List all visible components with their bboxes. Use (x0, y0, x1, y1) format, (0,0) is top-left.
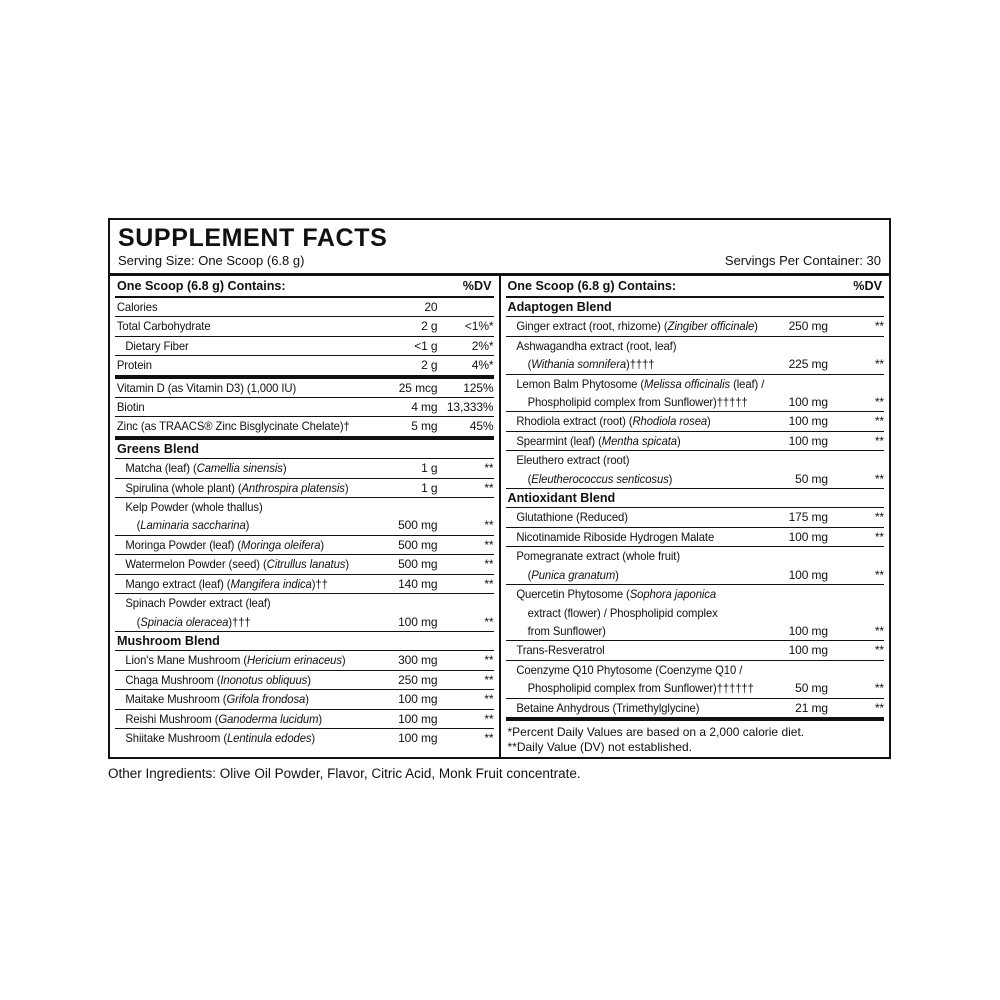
amount-cell: 1 g (421, 480, 438, 495)
ingredient-label: Lion's Mane Mushroom (Hericium erinaceus) (125, 653, 346, 668)
ingredient-label: Rhodiola extract (root) (Rhodiola rosea) (515, 414, 711, 429)
dv-cell: ** (874, 643, 884, 658)
amount-cell: 175 mg (788, 510, 828, 525)
ingredient-label: Phospholipid complex from Sunflower)††††† (527, 395, 748, 410)
ingredient-label: Matcha (leaf) (Camellia sinensis) (125, 461, 287, 476)
ingredient-row (115, 459, 494, 478)
ingredient-label: Ashwagandha extract (root, leaf) (515, 338, 676, 353)
amount-cell: 2 g (421, 319, 438, 334)
ingredient-label: (Spinacia oleracea)††† (136, 614, 251, 629)
ingredient-label: Coenzyme Q10 Phytosome (Coenzyme Q10 / (515, 662, 742, 677)
ingredient-row (115, 317, 494, 336)
ingredient-label: Pomegranate extract (whole fruit) (515, 549, 680, 564)
amount-cell: 100 mg (398, 730, 438, 745)
dv-cell: ** (484, 557, 494, 572)
dv-cell: ** (484, 576, 494, 591)
amount-cell: 100 mg (788, 395, 828, 410)
ingredient-row (506, 432, 885, 451)
amount-cell: 5 mg (411, 419, 438, 434)
dv-cell: ** (874, 681, 884, 696)
amount-cell: <1 g (414, 338, 438, 353)
ingredient-row (506, 528, 885, 547)
amount-cell: 21 mg (795, 700, 828, 715)
dv-cell: ** (484, 614, 494, 629)
ingredient-label: Kelp Powder (whole thallus) (125, 500, 263, 515)
ingredient-label: Spearmint (leaf) (Mentha spicata) (515, 433, 681, 448)
ingredient-label: (Punica granatum) (527, 567, 619, 582)
amount-cell: 100 mg (788, 414, 828, 429)
ingredient-row (115, 356, 494, 378)
amount-cell: 140 mg (398, 576, 438, 591)
dv-cell: ** (874, 357, 884, 372)
ingredient-label: Protein (116, 358, 152, 373)
ingredient-label: Biotin (116, 400, 145, 415)
amount-cell: 300 mg (398, 653, 438, 668)
ingredient-row (115, 671, 494, 690)
serving-size-text: Serving Size: One Scoop (6.8 g) (118, 253, 305, 268)
ingredient-label: Trans-Resveratrol (515, 643, 605, 658)
ingredient-label: Nicotinamide Riboside Hydrogen Malate (515, 529, 714, 544)
dv-cell: ** (484, 692, 494, 707)
ingredient-label: Reishi Mushroom (Ganoderma lucidum) (125, 711, 323, 726)
amount-cell: 100 mg (398, 692, 438, 707)
amount-cell: 100 mg (398, 614, 438, 629)
dv-cell: ** (874, 471, 884, 486)
ingredient-label: Chaga Mushroom (Inonotus obliquus) (125, 672, 311, 687)
amount-cell: 500 mg (398, 557, 438, 572)
ingredient-label: from Sunflower) (527, 623, 606, 638)
ingredient-label: Shiitake Mushroom (Lentinula edodes) (125, 730, 316, 745)
amount-cell: 100 mg (788, 643, 828, 658)
panel-header (110, 220, 889, 252)
amount-cell: 100 mg (788, 529, 828, 544)
ingredient-row (506, 585, 885, 641)
dv-cell: ** (874, 700, 884, 715)
amount-cell: 500 mg (398, 537, 438, 552)
ingredient-row (506, 337, 885, 375)
ingredient-label: (Eleutherococcus senticosus) (527, 471, 672, 486)
other-ingredients-text: Other Ingredients: Olive Oil Powder, Flavor, Citric Acid, Monk Fruit concentrate. (108, 766, 581, 781)
facts-columns (110, 276, 889, 757)
amount-cell: 4 mg (411, 400, 438, 415)
serving-row (110, 252, 889, 276)
ingredient-row (115, 651, 494, 670)
ingredient-row (115, 710, 494, 729)
dv-label: %DV (853, 279, 882, 293)
contains-label: One Scoop (6.8 g) Contains: (507, 279, 677, 293)
ingredient-label: Quercetin Phytosome (Sophora japonica (515, 587, 716, 602)
ingredient-label: extract (flower) / Phospholipid complex (527, 605, 718, 620)
ingredient-row (506, 375, 885, 413)
ingredient-label: Moringa Powder (leaf) (Moringa oleifera) (125, 537, 325, 552)
dv-cell: ** (484, 537, 494, 552)
amount-cell: 100 mg (788, 623, 828, 638)
facts-column-left (110, 276, 499, 757)
dv-cell: 4%* (471, 358, 494, 373)
section-header: Adaptogen Blend (506, 298, 885, 317)
amount-cell: 50 mg (795, 471, 828, 486)
ingredient-label: (Withania somnifera)†††† (527, 357, 654, 372)
ingredient-label: Phospholipid complex from Sunflower)†††††† (527, 681, 754, 696)
footnote-percent-dv: *Percent Daily Values are based on a 2,000 calorie diet. (507, 724, 805, 739)
amount-cell: 100 mg (788, 433, 828, 448)
ingredient-label: Dietary Fiber (125, 338, 189, 353)
section-header: Mushroom Blend (115, 632, 494, 651)
facts-column-right (499, 276, 890, 757)
ingredient-row (506, 451, 885, 489)
servings-per-container-text: Servings Per Container: 30 (724, 253, 881, 268)
dv-cell: ** (484, 653, 494, 668)
ingredient-label: Maitake Mushroom (Grifola frondosa) (125, 692, 309, 707)
ingredient-label: Lemon Balm Phytosome (Melissa officinalis (leaf) / (515, 376, 764, 391)
ingredient-label: Calories (116, 300, 158, 314)
ingredient-row (115, 337, 494, 356)
column-header-left (115, 276, 494, 298)
amount-cell: 250 mg (788, 319, 828, 334)
amount-cell: 100 mg (398, 711, 438, 726)
ingredient-row (506, 699, 885, 721)
amount-cell: 2 g (421, 358, 438, 373)
ingredient-row (506, 508, 885, 527)
amount-cell: 20 (424, 300, 438, 314)
section-header: Antioxidant Blend (506, 489, 885, 508)
ingredient-row (506, 661, 885, 699)
ingredient-row (115, 594, 494, 632)
ingredient-row (115, 729, 494, 747)
ingredient-label: Watermelon Powder (seed) (Citrullus lanatus) (125, 557, 349, 572)
ingredient-row (506, 547, 885, 585)
dv-cell: ** (874, 319, 884, 334)
dv-cell: ** (874, 623, 884, 638)
ingredient-row (506, 641, 885, 660)
dv-cell: 2%* (471, 338, 494, 353)
ingredient-row (115, 379, 494, 398)
footnote-dv-not-established: **Daily Value (DV) not established. (507, 740, 693, 755)
dv-cell: <1%* (464, 319, 494, 334)
dv-cell: ** (874, 567, 884, 582)
left-rows (115, 298, 494, 747)
dv-cell: ** (484, 461, 494, 476)
dv-cell: ** (874, 395, 884, 410)
dv-cell: ** (874, 510, 884, 525)
ingredient-row (115, 555, 494, 574)
ingredient-row (506, 317, 885, 336)
dv-cell: ** (484, 518, 494, 533)
ingredient-row (506, 412, 885, 431)
ingredient-row (115, 298, 494, 317)
amount-cell: 1 g (421, 461, 438, 476)
amount-cell: 500 mg (398, 518, 438, 533)
ingredient-row (115, 398, 494, 417)
dv-cell: 125% (463, 380, 494, 395)
ingredient-label: Glutathione (Reduced) (515, 510, 628, 525)
ingredient-label: (Laminaria saccharina) (136, 518, 250, 533)
ingredient-label: Vitamin D (as Vitamin D3) (1,000 IU) (116, 380, 297, 395)
dv-cell: ** (484, 711, 494, 726)
supplement-facts-panel (108, 218, 891, 759)
ingredient-row (115, 575, 494, 594)
dv-cell: ** (874, 529, 884, 544)
dv-cell: ** (874, 414, 884, 429)
right-rows (506, 298, 885, 721)
ingredient-row (115, 498, 494, 536)
dv-cell: 45% (469, 419, 494, 434)
dv-cell: ** (484, 730, 494, 745)
ingredient-label: Zinc (as TRAACS® Zinc Bisglycinate Chelate)† (116, 419, 350, 434)
dv-cell: ** (484, 672, 494, 687)
ingredient-row (115, 690, 494, 709)
dv-label: %DV (462, 279, 492, 293)
ingredient-label: Betaine Anhydrous (Trimethylglycine) (515, 700, 699, 715)
ingredient-row (115, 417, 494, 439)
ingredient-row (115, 536, 494, 555)
amount-cell: 250 mg (398, 672, 438, 687)
column-header-right (506, 276, 885, 298)
panel-title: SUPPLEMENT FACTS (118, 224, 388, 252)
ingredient-label: Eleuthero extract (root) (515, 453, 629, 468)
ingredient-label: Ginger extract (root, rhizome) (Zingiber officinale) (515, 319, 758, 334)
ingredient-row (115, 479, 494, 498)
contains-label: One Scoop (6.8 g) Contains: (117, 279, 286, 293)
dv-cell: 13,333% (446, 400, 494, 415)
ingredient-label: Spinach Powder extract (leaf) (125, 596, 271, 611)
amount-cell: 225 mg (788, 357, 828, 372)
dv-cell: ** (484, 480, 494, 495)
ingredient-label: Mango extract (leaf) (Mangifera indica)†† (125, 576, 328, 591)
dv-cell: ** (874, 433, 884, 448)
amount-cell: 25 mcg (398, 380, 438, 395)
ingredient-label: Total Carbohydrate (116, 319, 211, 334)
section-header: Greens Blend (115, 440, 494, 459)
amount-cell: 50 mg (795, 681, 828, 696)
footnotes (506, 721, 885, 755)
ingredient-label: Spirulina (whole plant) (Anthrospira platensis) (125, 480, 349, 495)
amount-cell: 100 mg (788, 567, 828, 582)
